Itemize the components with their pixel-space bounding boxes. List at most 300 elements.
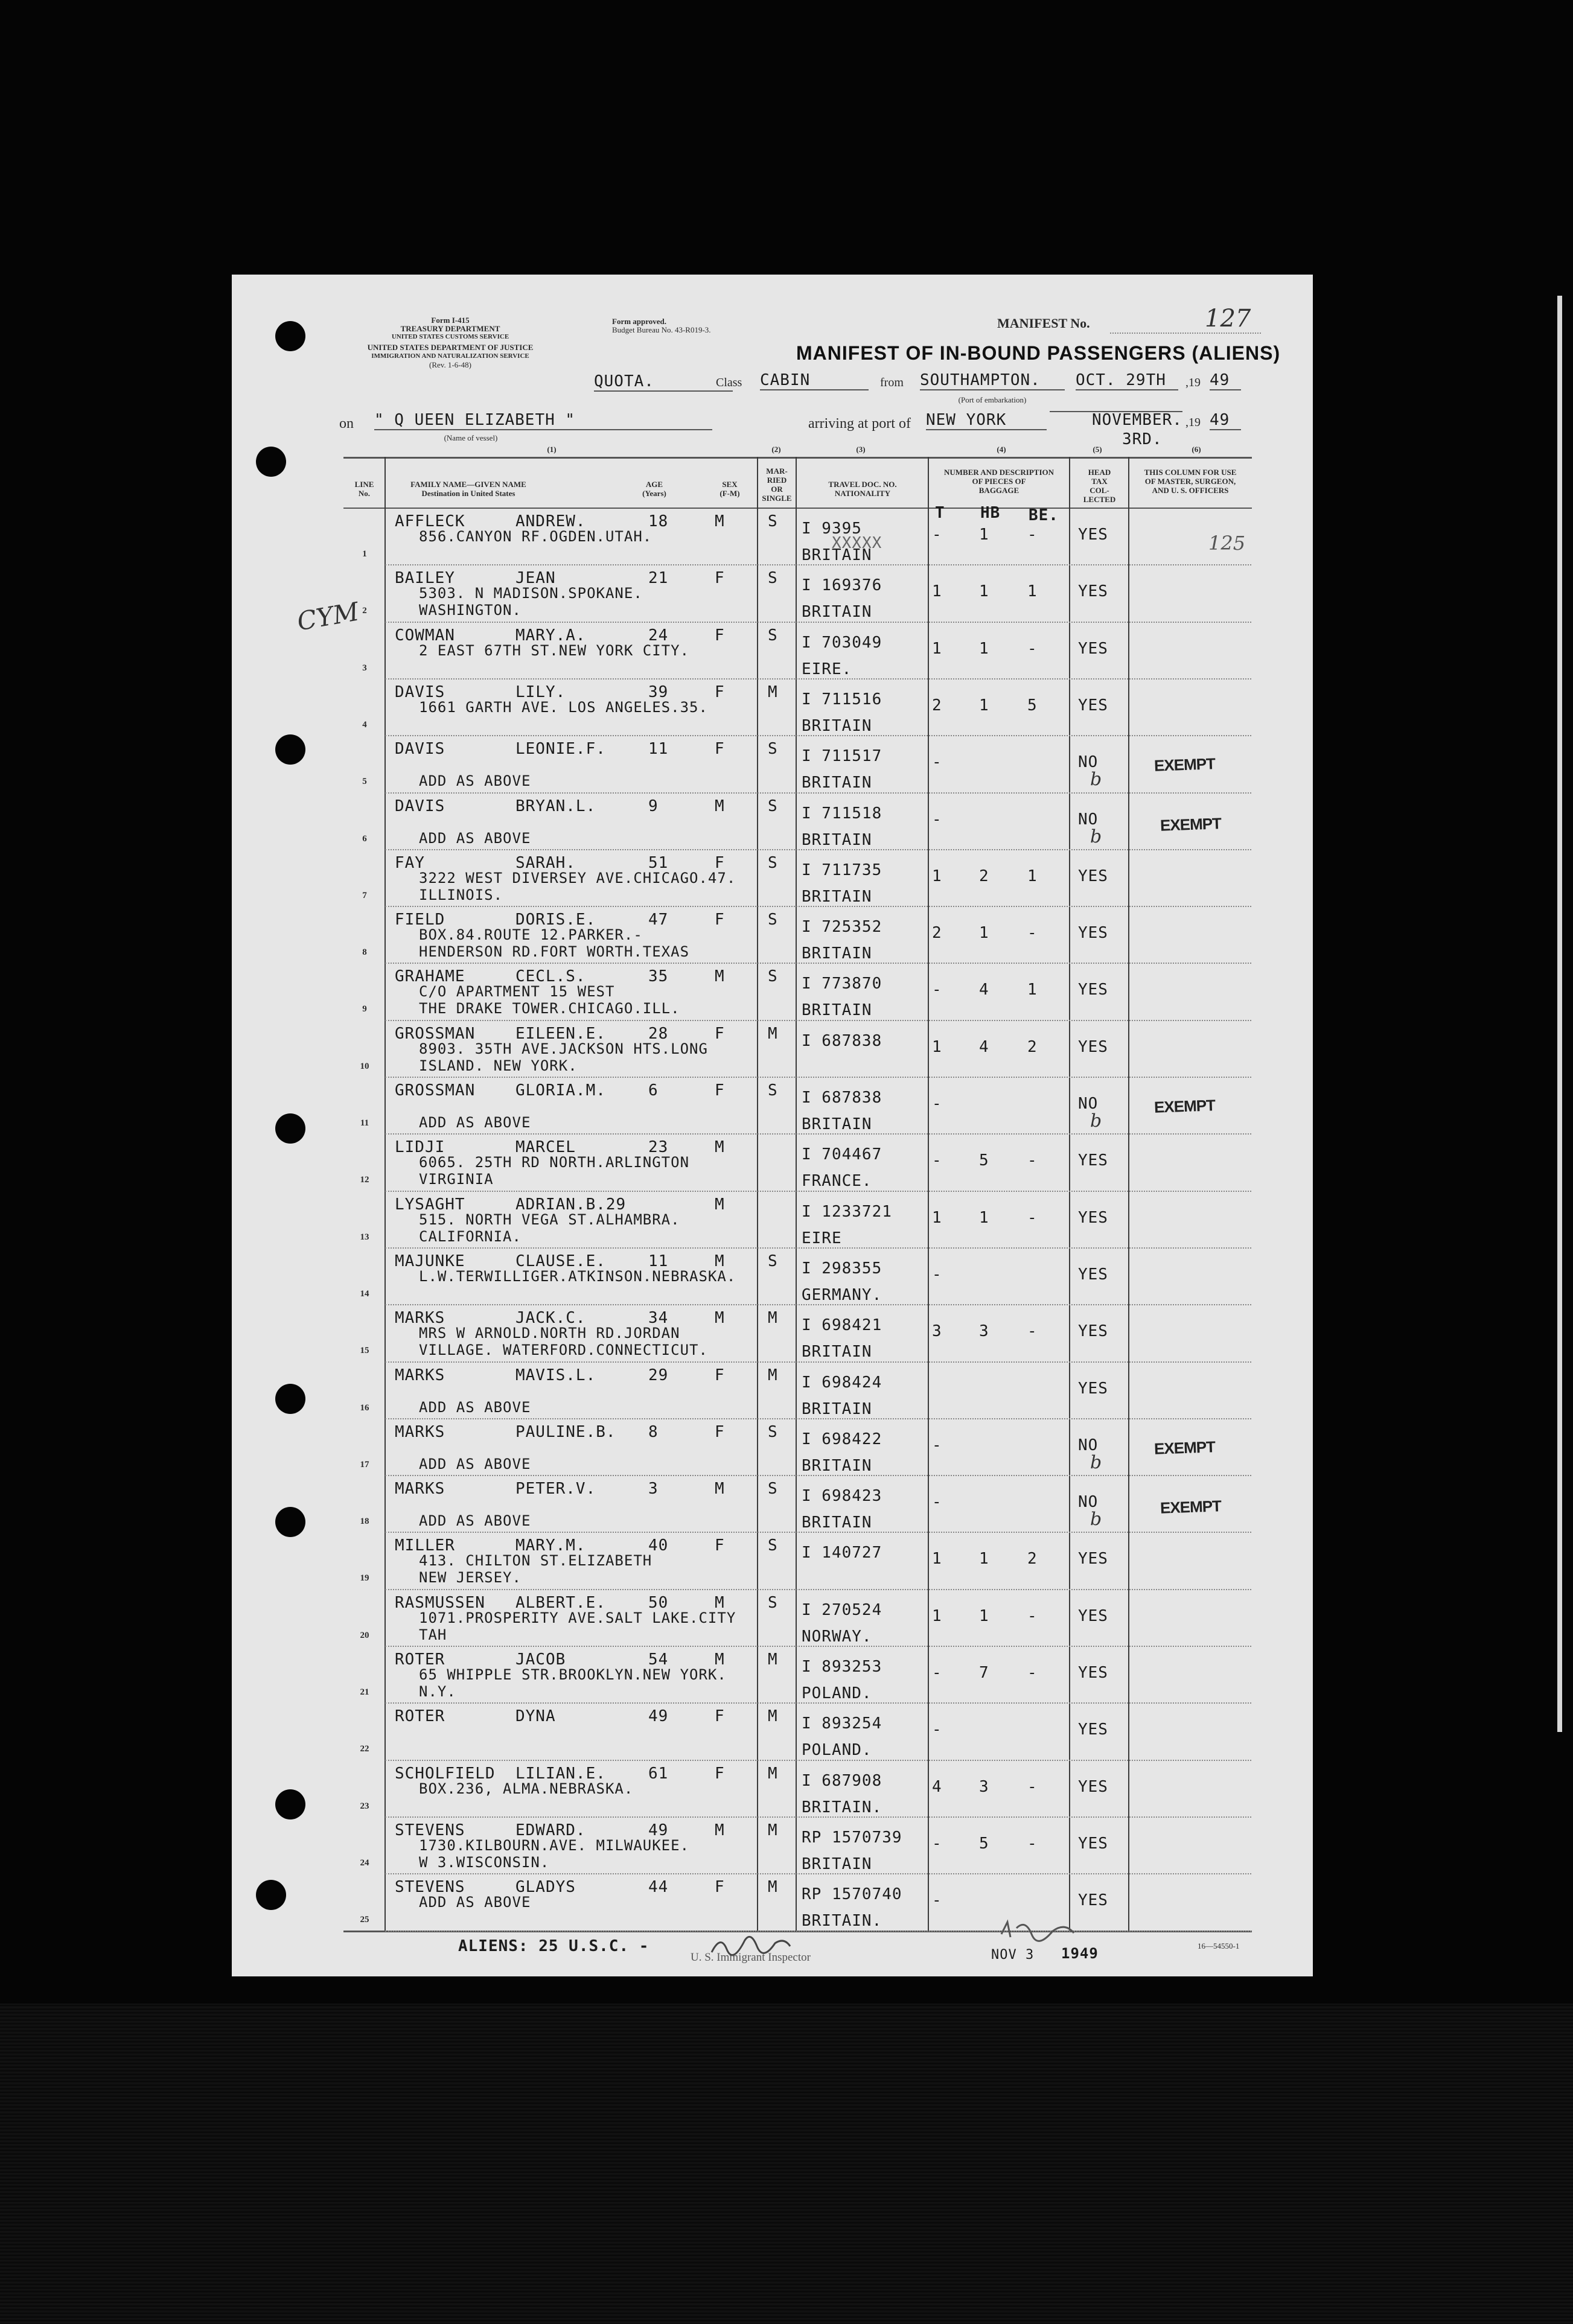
row-separator bbox=[385, 564, 1251, 565]
nationality: BRITAIN bbox=[802, 1343, 872, 1361]
table-top-rule bbox=[343, 457, 1252, 459]
row-separator bbox=[385, 1191, 1251, 1192]
nationality: BRITAIN bbox=[802, 774, 872, 792]
customs-service: UNITED STATES CUSTOMS SERVICE bbox=[391, 333, 509, 340]
baggage-hand: 1 bbox=[979, 526, 989, 544]
col-num-6: (6) bbox=[1192, 445, 1201, 454]
baggage-boxes: - bbox=[1027, 1151, 1038, 1170]
age: 35 bbox=[648, 967, 669, 986]
travel-doc-no: I 698424 bbox=[802, 1373, 882, 1392]
line-number: 9 bbox=[362, 1004, 367, 1014]
baggage-hb-header: HB bbox=[980, 504, 1001, 522]
sex: F bbox=[715, 626, 725, 645]
baggage-boxes: - bbox=[1027, 1606, 1038, 1625]
header-line-no: LINE No. bbox=[354, 480, 374, 498]
marital-status: M bbox=[768, 1764, 778, 1783]
row-separator bbox=[385, 1020, 1251, 1021]
family-name: MARKS bbox=[395, 1309, 445, 1328]
row-separator bbox=[385, 1873, 1251, 1874]
justice-dept: UNITED STATES DEPARTMENT OF JUSTICE bbox=[367, 343, 534, 352]
port-embark-note: (Port of embarkation) bbox=[958, 395, 1027, 404]
quota-value: QUOTA. bbox=[594, 372, 733, 392]
given-name: ANDREW. bbox=[515, 512, 586, 530]
travel-doc-no: I 698422 bbox=[802, 1430, 882, 1448]
marital-status: S bbox=[768, 512, 778, 530]
travel-doc-note: XXXXX bbox=[832, 534, 882, 552]
line-number: 24 bbox=[360, 1858, 369, 1868]
given-name: ADRIAN.B.29 bbox=[515, 1195, 627, 1214]
head-tax: YES bbox=[1078, 1379, 1108, 1398]
sex: M bbox=[715, 797, 725, 815]
family-name: BAILEY bbox=[395, 569, 455, 588]
family-name: ROTER bbox=[395, 1707, 445, 1726]
given-name: PAULINE.B. bbox=[515, 1422, 616, 1441]
sex: M bbox=[715, 1195, 725, 1214]
address-line-2: W 3.WISCONSIN. bbox=[419, 1853, 550, 1871]
head-tax: YES bbox=[1078, 924, 1108, 943]
family-name: STEVENS bbox=[395, 1821, 465, 1839]
given-name: DYNA bbox=[515, 1707, 556, 1726]
address-line-1: 413. CHILTON ST.ELIZABETH bbox=[419, 1552, 652, 1570]
baggage-be-header: BE. bbox=[1029, 506, 1059, 524]
line-number: 20 bbox=[360, 1630, 369, 1640]
given-name: LILIAN.E. bbox=[515, 1764, 606, 1783]
given-name: GLORIA.M. bbox=[515, 1081, 606, 1100]
marital-status: M bbox=[768, 1821, 778, 1839]
baggage-trunks: 1 bbox=[932, 1606, 942, 1625]
travel-doc-no: I 298355 bbox=[802, 1259, 882, 1278]
row-separator bbox=[385, 1702, 1251, 1704]
punch-hole bbox=[275, 1789, 305, 1819]
line-number: 11 bbox=[360, 1118, 369, 1128]
head-tax: YES bbox=[1078, 1606, 1108, 1625]
ins-service: IMMIGRATION AND NATURALIZATION SERVICE bbox=[371, 352, 529, 360]
age: 18 bbox=[648, 512, 669, 530]
line-number: 1 bbox=[362, 549, 367, 559]
marital-status: M bbox=[768, 1651, 778, 1669]
age: 49 bbox=[648, 1821, 669, 1839]
tax-note: b bbox=[1090, 769, 1102, 791]
age: 6 bbox=[648, 1081, 659, 1100]
arrival-day: 3RD. bbox=[1122, 430, 1163, 448]
treasury-dept: TREASURY DEPARTMENT bbox=[400, 324, 500, 333]
marital-status: M bbox=[768, 1707, 778, 1726]
nationality: BRITAIN bbox=[802, 546, 872, 564]
arriving-label: arriving at port of bbox=[808, 416, 911, 431]
address-line-2: ADD AS ABOVE bbox=[419, 1114, 531, 1131]
baggage-trunks: 2 bbox=[932, 696, 942, 715]
form-number: Form I-415 bbox=[431, 316, 470, 325]
nationality: BRITAIN bbox=[802, 716, 872, 735]
travel-doc-no: I 711518 bbox=[802, 804, 882, 823]
marital-status: M bbox=[768, 1309, 778, 1328]
given-name: EDWARD. bbox=[515, 1821, 586, 1839]
age: 40 bbox=[648, 1536, 669, 1555]
travel-doc-no: I 711517 bbox=[802, 747, 882, 766]
line-number: 19 bbox=[360, 1573, 369, 1584]
date-stamp-year: 1949 bbox=[1061, 1945, 1099, 1962]
scan-bottom-band bbox=[0, 2004, 1573, 2324]
given-name: JEAN bbox=[515, 569, 556, 588]
form-approved: Form approved. bbox=[612, 317, 667, 326]
baggage-boxes: - bbox=[1027, 1664, 1038, 1682]
travel-doc-no: I 711516 bbox=[802, 690, 882, 708]
baggage-hand: 4 bbox=[979, 1037, 989, 1056]
baggage-boxes: - bbox=[1027, 1777, 1038, 1796]
baggage-trunks: - bbox=[932, 1721, 942, 1739]
baggage-trunks: - bbox=[932, 1493, 942, 1512]
line-number: 4 bbox=[362, 719, 367, 730]
sex: M bbox=[715, 512, 725, 530]
row-separator bbox=[385, 1760, 1251, 1761]
col-num-5: (5) bbox=[1093, 445, 1102, 454]
nationality: BRITAIN bbox=[802, 944, 872, 963]
line-number: 21 bbox=[360, 1687, 369, 1697]
travel-doc-no: RP 1570740 bbox=[802, 1885, 902, 1904]
marital-status: M bbox=[768, 1878, 778, 1897]
given-name: SARAH. bbox=[515, 853, 576, 872]
given-name: JACK.C. bbox=[515, 1309, 586, 1328]
baggage-trunks: - bbox=[932, 1265, 942, 1284]
nationality: POLAND. bbox=[802, 1741, 872, 1760]
arrival-year-prefix: ,19 bbox=[1185, 416, 1201, 429]
nationality: BRITAIN bbox=[802, 603, 872, 622]
baggage-trunks: - bbox=[932, 1891, 942, 1910]
line-number: 23 bbox=[360, 1801, 369, 1811]
punch-hole bbox=[256, 447, 286, 477]
line-number: 7 bbox=[362, 890, 367, 900]
baggage-trunks: 3 bbox=[932, 1322, 942, 1341]
given-name: JACOB bbox=[515, 1651, 566, 1669]
row-separator bbox=[385, 1532, 1251, 1533]
row-separator bbox=[385, 1931, 1251, 1932]
baggage-t-header: T bbox=[935, 504, 945, 522]
given-name: LILY. bbox=[515, 683, 566, 701]
nationality: BRITAIN bbox=[802, 1514, 872, 1532]
sex: F bbox=[715, 911, 725, 929]
age: 21 bbox=[648, 569, 669, 588]
travel-doc-no: I 773870 bbox=[802, 975, 882, 993]
baggage-hand: 3 bbox=[979, 1322, 989, 1341]
sex: M bbox=[715, 1252, 725, 1270]
class-label: Class bbox=[716, 376, 742, 389]
on-label: on bbox=[339, 416, 354, 431]
address-line-2: VIRGINIA bbox=[419, 1171, 494, 1188]
address-line-1: 2 EAST 67TH ST.NEW YORK CITY. bbox=[419, 641, 690, 659]
sex: M bbox=[715, 1593, 725, 1612]
marital-status: S bbox=[768, 1081, 778, 1100]
exempt-stamp: EXEMPT bbox=[1153, 1096, 1216, 1116]
given-name: MAVIS.L. bbox=[515, 1366, 596, 1384]
baggage-hand: 1 bbox=[979, 1550, 989, 1568]
nationality: BRITAIN bbox=[802, 1115, 872, 1133]
row-separator bbox=[385, 678, 1251, 680]
marital-status: M bbox=[768, 683, 778, 701]
travel-doc-no: I 687838 bbox=[802, 1089, 882, 1107]
nationality: GERMANY. bbox=[802, 1285, 882, 1304]
nationality: BRITAIN bbox=[802, 1854, 872, 1873]
arrival-port: NEW YORK bbox=[926, 411, 1047, 430]
manifest-title: MANIFEST OF IN-BOUND PASSENGERS (ALIENS) bbox=[796, 342, 1281, 364]
family-name: COWMAN bbox=[395, 626, 455, 645]
head-tax: YES bbox=[1078, 1721, 1108, 1739]
sex: F bbox=[715, 1422, 725, 1441]
travel-doc-no: I 704467 bbox=[802, 1145, 882, 1164]
address-line-2: TAH bbox=[419, 1626, 447, 1643]
nationality: BRITAIN bbox=[802, 1399, 872, 1418]
nationality: BRITAIN. bbox=[802, 1912, 882, 1931]
address-line-2: ADD AS ABOVE bbox=[419, 829, 531, 847]
marital-status: S bbox=[768, 569, 778, 588]
row-separator bbox=[385, 1077, 1251, 1078]
address-line-1: 3222 WEST DIVERSEY AVE.CHICAGO.47. bbox=[419, 869, 736, 887]
head-tax: YES bbox=[1078, 1550, 1108, 1568]
line-number: 3 bbox=[362, 663, 367, 673]
baggage-hand: 3 bbox=[979, 1777, 989, 1796]
marital-status: S bbox=[768, 740, 778, 759]
punch-hole bbox=[275, 1384, 305, 1414]
marital-status: S bbox=[768, 853, 778, 872]
header-bottom-rule bbox=[343, 508, 1252, 509]
address-line-2: ISLAND. NEW YORK. bbox=[419, 1057, 578, 1074]
given-name: LEONIE.F. bbox=[515, 740, 606, 759]
baggage-trunks: - bbox=[932, 1436, 942, 1454]
sex: F bbox=[715, 1366, 725, 1384]
age: 47 bbox=[648, 911, 669, 929]
inspector-label: U. S. Immigrant Inspector bbox=[691, 1951, 811, 1964]
sex: F bbox=[715, 1024, 725, 1043]
marital-status: M bbox=[768, 1366, 778, 1384]
age: 28 bbox=[648, 1024, 669, 1043]
address-line-1: ADD AS ABOVE bbox=[419, 1894, 531, 1911]
age: 51 bbox=[648, 853, 669, 872]
address-line-1: 1730.KILBOURN.AVE. MILWAUKEE. bbox=[419, 1836, 690, 1854]
punch-hole bbox=[275, 734, 305, 765]
address-line-1: 5303. N MADISON.SPOKANE. bbox=[419, 585, 643, 602]
address-line-2: NEW JERSEY. bbox=[419, 1569, 522, 1587]
head-tax: YES bbox=[1078, 1777, 1108, 1796]
family-name: DAVIS bbox=[395, 740, 445, 759]
travel-doc-no: I 9395 bbox=[802, 520, 862, 538]
manifest-no-label: MANIFEST No. bbox=[997, 316, 1090, 331]
col-num-2: (2) bbox=[771, 445, 781, 454]
punch-hole bbox=[275, 321, 305, 351]
baggage-boxes: 5 bbox=[1027, 696, 1038, 715]
given-name: PETER.V. bbox=[515, 1480, 596, 1498]
given-name: EILEEN.E. bbox=[515, 1024, 606, 1043]
head-tax: YES bbox=[1078, 639, 1108, 658]
family-name: LIDJI bbox=[395, 1138, 445, 1157]
family-name: STEVENS bbox=[395, 1878, 465, 1897]
marital-status: S bbox=[768, 1252, 778, 1270]
nationality: BRITAIN bbox=[802, 1456, 872, 1475]
depart-date: OCT. 29TH bbox=[1076, 371, 1178, 390]
family-name: FIELD bbox=[395, 911, 445, 929]
punch-hole bbox=[256, 1880, 286, 1910]
sex: F bbox=[715, 569, 725, 588]
family-name: ROTER bbox=[395, 1651, 445, 1669]
depart-year-prefix: ,19 bbox=[1185, 376, 1201, 389]
exempt-stamp: EXEMPT bbox=[1153, 754, 1216, 775]
row-separator bbox=[385, 1646, 1251, 1647]
travel-doc-no: I 893253 bbox=[802, 1658, 882, 1676]
address-line-1: BOX.84.ROUTE 12.PARKER.- bbox=[419, 926, 643, 944]
aliens-count-label: ALIENS: 25 U.S.C. - bbox=[458, 1937, 649, 1955]
family-name: AFFLECK bbox=[395, 512, 465, 530]
marital-status: S bbox=[768, 1593, 778, 1612]
sex: F bbox=[715, 1081, 725, 1100]
travel-doc-no: I 687838 bbox=[802, 1031, 882, 1050]
travel-doc-no: I 698423 bbox=[802, 1487, 882, 1506]
line-number: 5 bbox=[362, 777, 367, 787]
head-tax: YES bbox=[1078, 1664, 1108, 1682]
address-line-1: C/O APARTMENT 15 WEST bbox=[419, 983, 615, 1001]
baggage-hand: 1 bbox=[979, 582, 989, 601]
baggage-trunks: - bbox=[932, 1095, 942, 1113]
given-name: ALBERT.E. bbox=[515, 1593, 606, 1612]
line-number: 14 bbox=[360, 1288, 369, 1299]
age: 34 bbox=[648, 1309, 669, 1328]
head-tax: YES bbox=[1078, 526, 1108, 544]
line-number: 22 bbox=[360, 1744, 369, 1754]
baggage-hand: 5 bbox=[979, 1151, 989, 1170]
form-revision: (Rev. 1-6-48) bbox=[429, 360, 471, 369]
address-line-1: MRS W ARNOLD.NORTH RD.JORDAN bbox=[419, 1325, 680, 1342]
row-separator bbox=[385, 963, 1251, 964]
family-name: RASMUSSEN bbox=[395, 1593, 485, 1612]
baggage-boxes: 2 bbox=[1027, 1037, 1038, 1056]
head-tax: NO bbox=[1078, 1095, 1099, 1113]
travel-doc-no: I 698421 bbox=[802, 1316, 882, 1335]
sex: F bbox=[715, 1536, 725, 1555]
row-separator bbox=[385, 849, 1251, 850]
row-separator bbox=[385, 906, 1251, 907]
row-separator bbox=[385, 1589, 1251, 1590]
baggage-hand: 5 bbox=[979, 1834, 989, 1853]
header-travel-doc: TRAVEL DOC. NO. NATIONALITY bbox=[828, 480, 897, 498]
marital-status: S bbox=[768, 1422, 778, 1441]
line-number: 17 bbox=[360, 1459, 369, 1469]
depart-year: 49 bbox=[1210, 371, 1241, 390]
head-tax: NO bbox=[1078, 810, 1099, 829]
from-label: from bbox=[880, 376, 904, 389]
line-number: 8 bbox=[362, 947, 367, 958]
tax-note: b bbox=[1090, 1509, 1102, 1530]
travel-doc-no: I 1233721 bbox=[802, 1202, 892, 1221]
punch-hole bbox=[275, 1113, 305, 1144]
sex: M bbox=[715, 1480, 725, 1498]
baggage-trunks: - bbox=[932, 526, 942, 544]
arrival-month-text: NOVEMBER. bbox=[1092, 411, 1182, 429]
baggage-trunks: 1 bbox=[932, 639, 942, 658]
exempt-stamp: EXEMPT bbox=[1160, 813, 1222, 835]
header-officers: THIS COLUMN FOR USE OF MASTER, SURGEON, AND U. S. OFFICERS bbox=[1144, 468, 1237, 495]
family-name: SCHOLFIELD bbox=[395, 1764, 496, 1783]
family-name: DAVIS bbox=[395, 683, 445, 701]
family-name: MARKS bbox=[395, 1366, 445, 1384]
baggage-boxes: 1 bbox=[1027, 582, 1038, 601]
travel-doc-no: I 703049 bbox=[802, 633, 882, 652]
baggage-boxes: - bbox=[1027, 526, 1038, 544]
family-name: MARKS bbox=[395, 1480, 445, 1498]
line-number: 25 bbox=[360, 1915, 369, 1925]
nationality: BRITAIN. bbox=[802, 1798, 882, 1816]
tax-note: b bbox=[1090, 1451, 1102, 1473]
manifest-no-value: 127 bbox=[1205, 305, 1251, 333]
family-name: GROSSMAN bbox=[395, 1024, 476, 1043]
nationality: BRITAIN bbox=[802, 1001, 872, 1020]
age: 3 bbox=[648, 1480, 659, 1498]
family-name: LYSAGHT bbox=[395, 1195, 465, 1214]
given-name: MARY.A. bbox=[515, 626, 586, 645]
age: 54 bbox=[648, 1651, 669, 1669]
inspector-initials bbox=[998, 1916, 1077, 1948]
row-separator bbox=[385, 1816, 1251, 1818]
baggage-hand: 1 bbox=[979, 924, 989, 943]
given-name: GLADYS bbox=[515, 1878, 576, 1897]
sex: M bbox=[715, 1138, 725, 1157]
exempt-stamp: EXEMPT bbox=[1160, 1497, 1222, 1517]
marital-status: S bbox=[768, 1480, 778, 1498]
travel-doc-no: I 140727 bbox=[802, 1544, 882, 1562]
travel-doc-no: I 711735 bbox=[802, 861, 882, 879]
given-name: DORIS.E. bbox=[515, 911, 596, 929]
baggage-hand: 1 bbox=[979, 639, 989, 658]
sex: F bbox=[715, 1707, 725, 1726]
age: 23 bbox=[648, 1138, 669, 1157]
vessel-name: " Q UEEN ELIZABETH " bbox=[374, 411, 712, 430]
family-name: DAVIS bbox=[395, 797, 445, 815]
baggage-trunks: 2 bbox=[932, 924, 942, 943]
travel-doc-no: I 893254 bbox=[802, 1714, 882, 1733]
line-number: 13 bbox=[360, 1232, 369, 1242]
baggage-trunks: 4 bbox=[932, 1777, 942, 1796]
row-separator bbox=[385, 1304, 1251, 1305]
age: 9 bbox=[648, 797, 659, 815]
col-num-3: (3) bbox=[856, 445, 866, 454]
head-tax: NO bbox=[1078, 753, 1099, 772]
head-tax: YES bbox=[1078, 1151, 1108, 1170]
baggage-trunks: - bbox=[932, 753, 942, 772]
head-tax: YES bbox=[1078, 582, 1108, 601]
date-stamp: NOV 3 bbox=[991, 1947, 1035, 1963]
tax-note: b bbox=[1090, 1110, 1102, 1132]
line-number: 16 bbox=[360, 1402, 369, 1413]
manifest-no-line bbox=[1110, 333, 1261, 334]
head-tax: YES bbox=[1078, 1891, 1108, 1910]
baggage-hand: 1 bbox=[979, 1606, 989, 1625]
baggage-boxes: 2 bbox=[1027, 1550, 1038, 1568]
baggage-hand: 4 bbox=[979, 981, 989, 999]
given-name: MARCEL bbox=[515, 1138, 576, 1157]
address-line-2: ADD AS ABOVE bbox=[419, 1398, 531, 1416]
head-tax: YES bbox=[1078, 696, 1108, 715]
line-number: 12 bbox=[360, 1175, 369, 1185]
head-tax: YES bbox=[1078, 1208, 1108, 1227]
address-line-1: L.W.TERWILLIGER.ATKINSON.NEBRASKA. bbox=[419, 1267, 736, 1285]
row-separator bbox=[385, 1133, 1251, 1135]
travel-doc-no: I 687908 bbox=[802, 1771, 882, 1790]
head-tax: YES bbox=[1078, 1037, 1108, 1056]
address-line-2: WASHINGTON. bbox=[419, 602, 522, 619]
given-name: BRYAN.L. bbox=[515, 797, 596, 815]
baggage-hand: 1 bbox=[979, 696, 989, 715]
age: 24 bbox=[648, 626, 669, 645]
address-line-2: CALIFORNIA. bbox=[419, 1227, 522, 1245]
baggage-trunks: 1 bbox=[932, 1037, 942, 1056]
baggage-trunks: - bbox=[932, 1664, 942, 1682]
head-tax: YES bbox=[1078, 1265, 1108, 1284]
